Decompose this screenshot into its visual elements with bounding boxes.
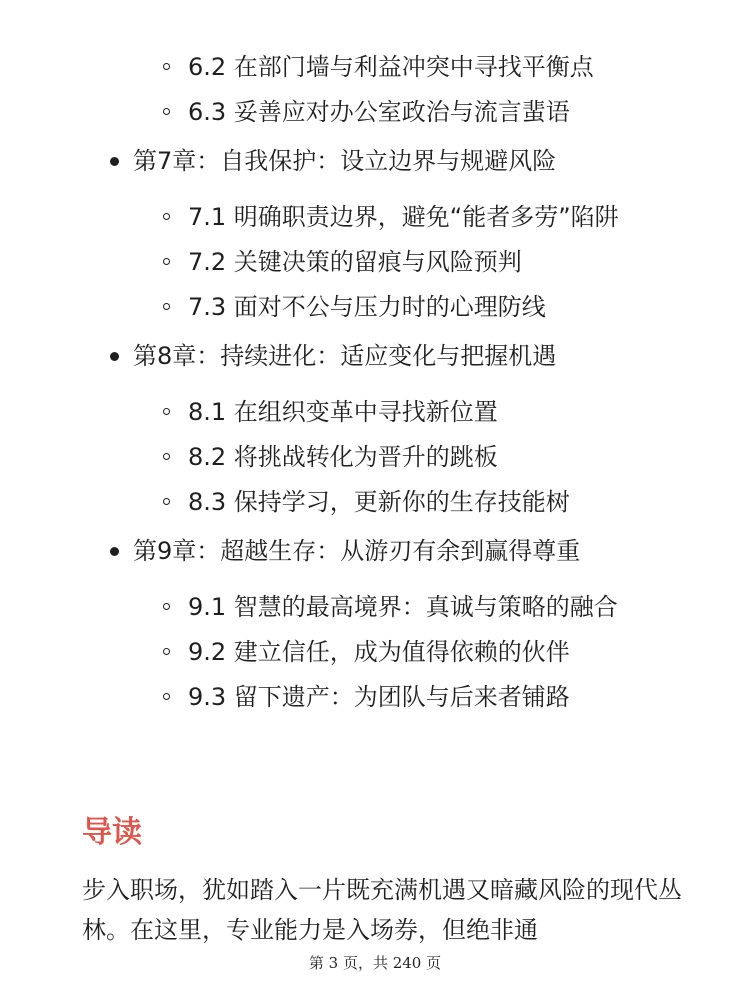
circle-bullet-icon (163, 693, 170, 700)
circle-bullet-icon (163, 63, 170, 70)
chapter-title-row (133, 528, 750, 574)
toc-chapter-7 (0, 138, 750, 326)
chapter-6-continued (0, 48, 750, 131)
section-label: 6.2 在部门墙与利益冲突中寻找平衡点 (188, 53, 594, 81)
disc-bullet-icon (110, 547, 119, 556)
section-label: 8.2 将挑战转化为晋升的跳板 (188, 443, 498, 471)
intro-heading: 导读 (82, 815, 142, 850)
table-of-contents (0, 48, 750, 723)
chapter-title: 第7章：自我保护：设立边界与规避风险 (133, 147, 557, 175)
circle-bullet-icon (163, 648, 170, 655)
toc-section-8-3 (133, 483, 658, 521)
chapter-title: 第9章：超越生存：从游刃有余到赢得尊重 (133, 537, 581, 565)
toc-chapter-8 (0, 333, 750, 521)
section-label: 9.3 留下遗产：为团队与后来者铺路 (188, 683, 570, 711)
circle-bullet-icon (163, 408, 170, 415)
toc-section-9-1 (133, 588, 658, 626)
circle-bullet-icon (163, 603, 170, 610)
section-label: 8.1 在组织变革中寻找新位置 (188, 398, 498, 426)
circle-bullet-icon (163, 258, 170, 265)
toc-section-6-3 (133, 93, 658, 131)
toc-section-8-1 (133, 393, 658, 431)
toc-section-7-1 (133, 198, 658, 236)
circle-bullet-icon (163, 213, 170, 220)
toc-section-9-3 (133, 678, 658, 716)
section-label: 7.2 关键决策的留痕与风险预判 (188, 248, 522, 276)
toc-section-7-2 (133, 243, 658, 281)
toc-section-8-2 (133, 438, 658, 476)
section-label: 9.1 智慧的最高境界：真诚与策略的融合 (188, 593, 618, 621)
chapter-6-sections (133, 48, 750, 131)
page-number-footer: 第 3 页，共 240 页 (0, 952, 750, 974)
toc-section-7-3 (133, 288, 658, 326)
section-label: 8.3 保持学习，更新你的生存技能树 (188, 488, 570, 516)
chapter-8-sections (133, 393, 750, 521)
section-label: 7.3 面对不公与压力时的心理防线 (188, 293, 546, 321)
toc-section-9-2 (133, 633, 658, 671)
circle-bullet-icon (163, 303, 170, 310)
toc-chapter-9 (0, 528, 750, 716)
disc-bullet-icon (110, 352, 119, 361)
toc-section-6-2 (133, 48, 658, 86)
chapter-7-sections (133, 198, 750, 326)
chapter-title-row (133, 333, 750, 379)
chapter-9-sections (133, 588, 750, 716)
circle-bullet-icon (163, 498, 170, 505)
circle-bullet-icon (163, 108, 170, 115)
chapter-title: 第8章：持续进化：适应变化与把握机遇 (133, 342, 557, 370)
section-label: 9.2 建立信任，成为值得依赖的伙伴 (188, 638, 570, 666)
section-label: 6.3 妥善应对办公室政治与流言蜚语 (188, 98, 570, 126)
chapter-title-row (133, 138, 750, 184)
intro-paragraph: 步入职场，犹如踏入一片既充满机遇又暗藏风险的现代丛林。在这里，专业能力是入场券，但绝非通 (82, 876, 682, 944)
section-label: 7.1 明确职责边界，避免“能者多劳”陷阱 (188, 203, 619, 231)
circle-bullet-icon (163, 453, 170, 460)
disc-bullet-icon (110, 157, 119, 166)
